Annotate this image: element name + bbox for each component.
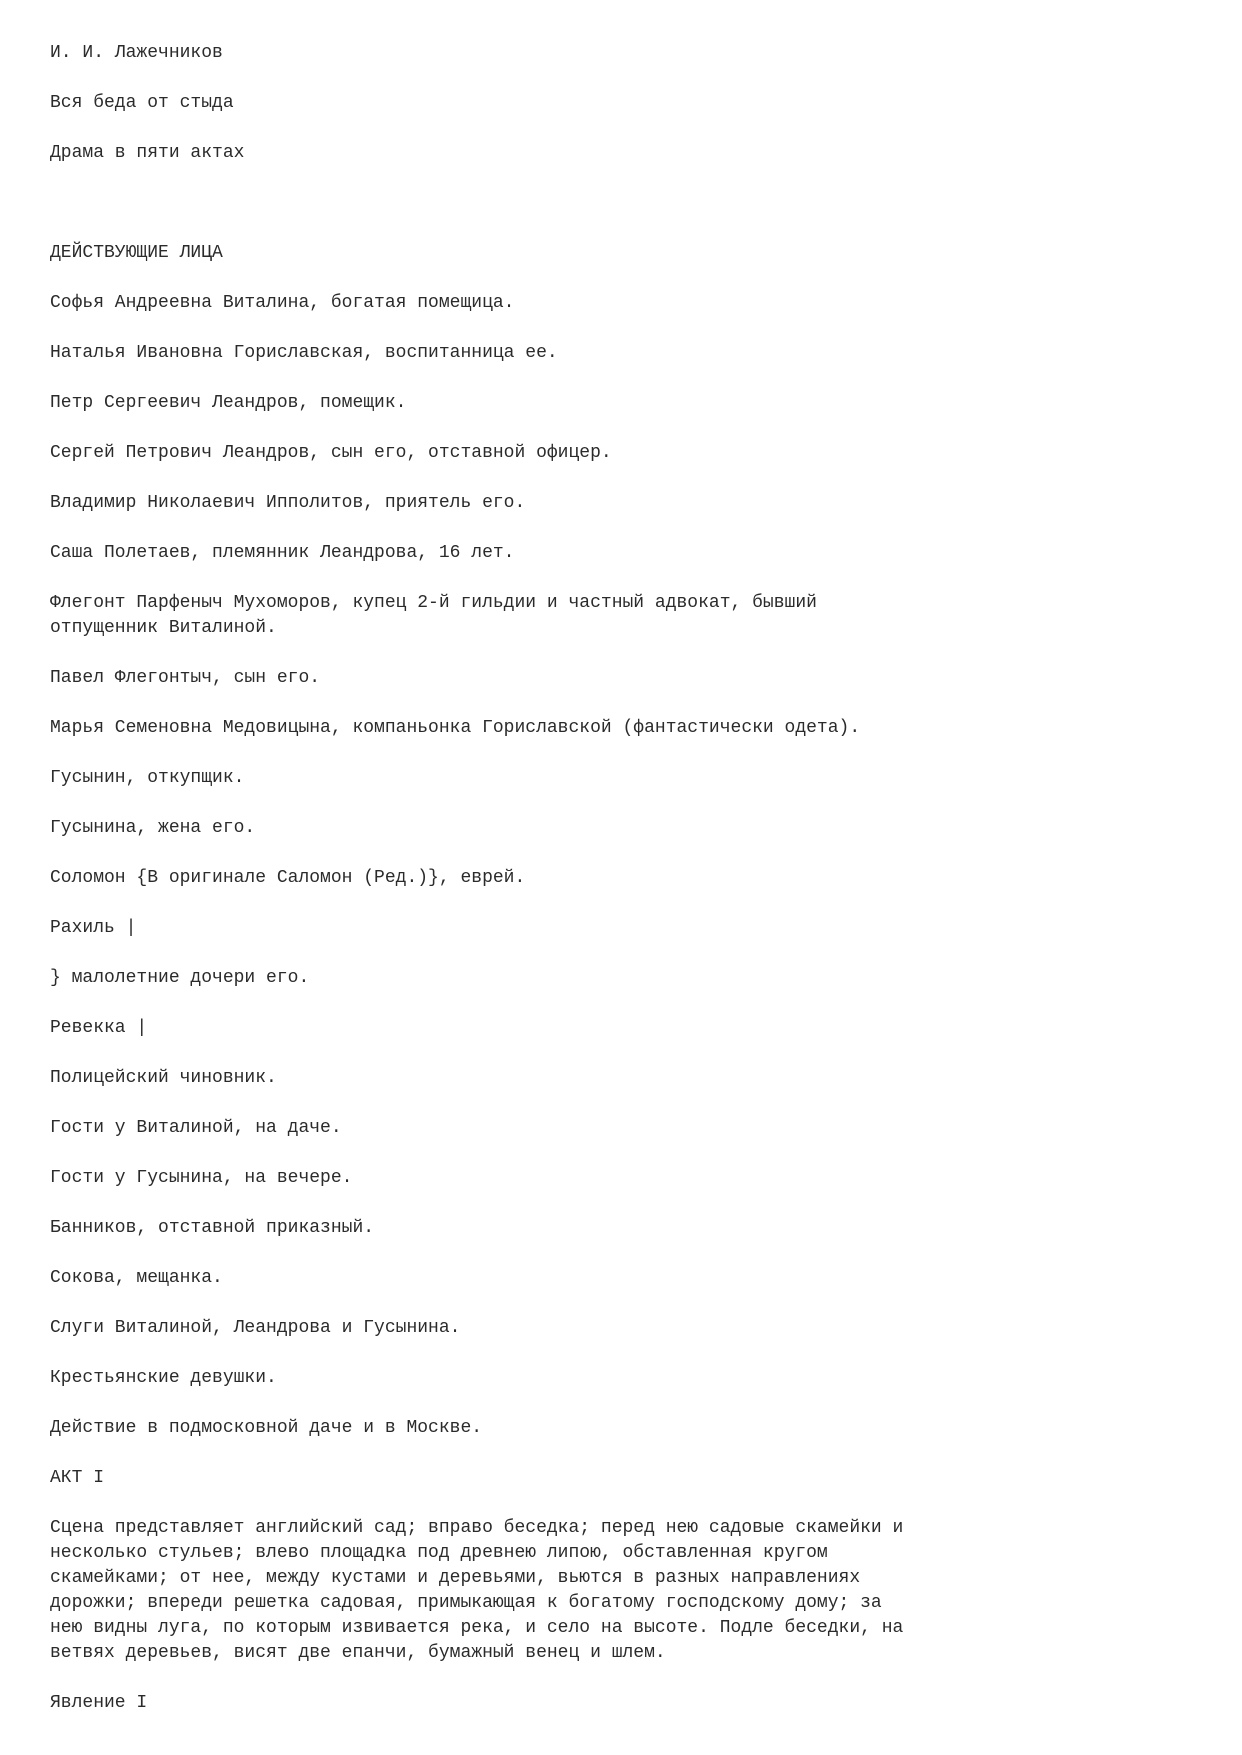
cast-item: Сокова, мещанка.	[50, 1268, 223, 1288]
cast-heading: ДЕЙСТВУЮЩИЕ ЛИЦА	[50, 243, 223, 263]
cast-item: Владимир Николаевич Ипполитов, приятель его.	[50, 493, 526, 513]
cast-item: Павел Флегонтыч, сын его.	[50, 668, 321, 688]
cast-list	[50, 291, 1050, 1391]
cast-item: Флегонт Парфеныч Мухоморов, купец 2-й гильдии и частный адвокат, бывший отпущенник Виталиной.	[50, 593, 817, 638]
cast-item: Софья Андреевна Виталина, богатая помещица.	[50, 293, 515, 313]
play-subtitle: Драма в пяти актах	[50, 143, 245, 163]
cast-item: Банников, отставной приказный.	[50, 1218, 375, 1238]
play-title: Вся беда от стыда	[50, 93, 234, 113]
cast-item: Соломон {В оригинале Саломон (Ред.)}, еврей.	[50, 868, 526, 888]
cast-item: Гости у Гусынина, на вечере.	[50, 1168, 353, 1188]
cast-item: Рахиль |	[50, 918, 137, 938]
cast-item: Петр Сергеевич Леандров, помещик.	[50, 393, 407, 413]
cast-item: Гусынин, откупщик.	[50, 768, 245, 788]
scene-heading: Явление I	[50, 1693, 148, 1713]
act-heading: АКТ I	[50, 1468, 105, 1488]
cast-item: } малолетние дочери его.	[50, 968, 310, 988]
cast-item: Слуги Виталиной, Леандрова и Гусынина.	[50, 1318, 461, 1338]
cast-item: Наталья Ивановна Гориславская, воспитанница ее.	[50, 343, 558, 363]
cast-item: Марья Семеновна Медовицына, компаньонка Гориславской (фантастически одета).	[50, 718, 861, 738]
cast-item: Гости у Виталиной, на даче.	[50, 1118, 342, 1138]
cast-item: Крестьянские девушки.	[50, 1368, 277, 1388]
cast-item: Полицейский чиновник.	[50, 1068, 277, 1088]
author-line: И. И. Лажечников	[50, 43, 223, 63]
cast-item: Саша Полетаев, племянник Леандрова, 16 лет.	[50, 543, 515, 563]
cast-item: Сергей Петрович Леандров, сын его, отставной офицер.	[50, 443, 612, 463]
cast-item: Ревекка |	[50, 1018, 148, 1038]
document-page	[50, 41, 1050, 1716]
setting-note: Действие в подмосковной даче и в Москве.	[50, 1418, 483, 1438]
cast-item: Гусынина, жена его.	[50, 818, 256, 838]
scene-description: Сцена представляет английский сад; вправо беседка; перед нею садовые скамейки и несколько стульев; влево площадка под древнею липою, обставленная кругом скамейками; от нее, между кустами и деревьями, вьются в разных направлениях дорожки; впереди решетка садовая, примыкающая к богатому господскому дому; за нею видны луга, по которым извивается река, и село на высоте. Подле беседки, на ветвях деревьев, висят две епанчи, бумажный венец и шлем.	[50, 1518, 904, 1663]
